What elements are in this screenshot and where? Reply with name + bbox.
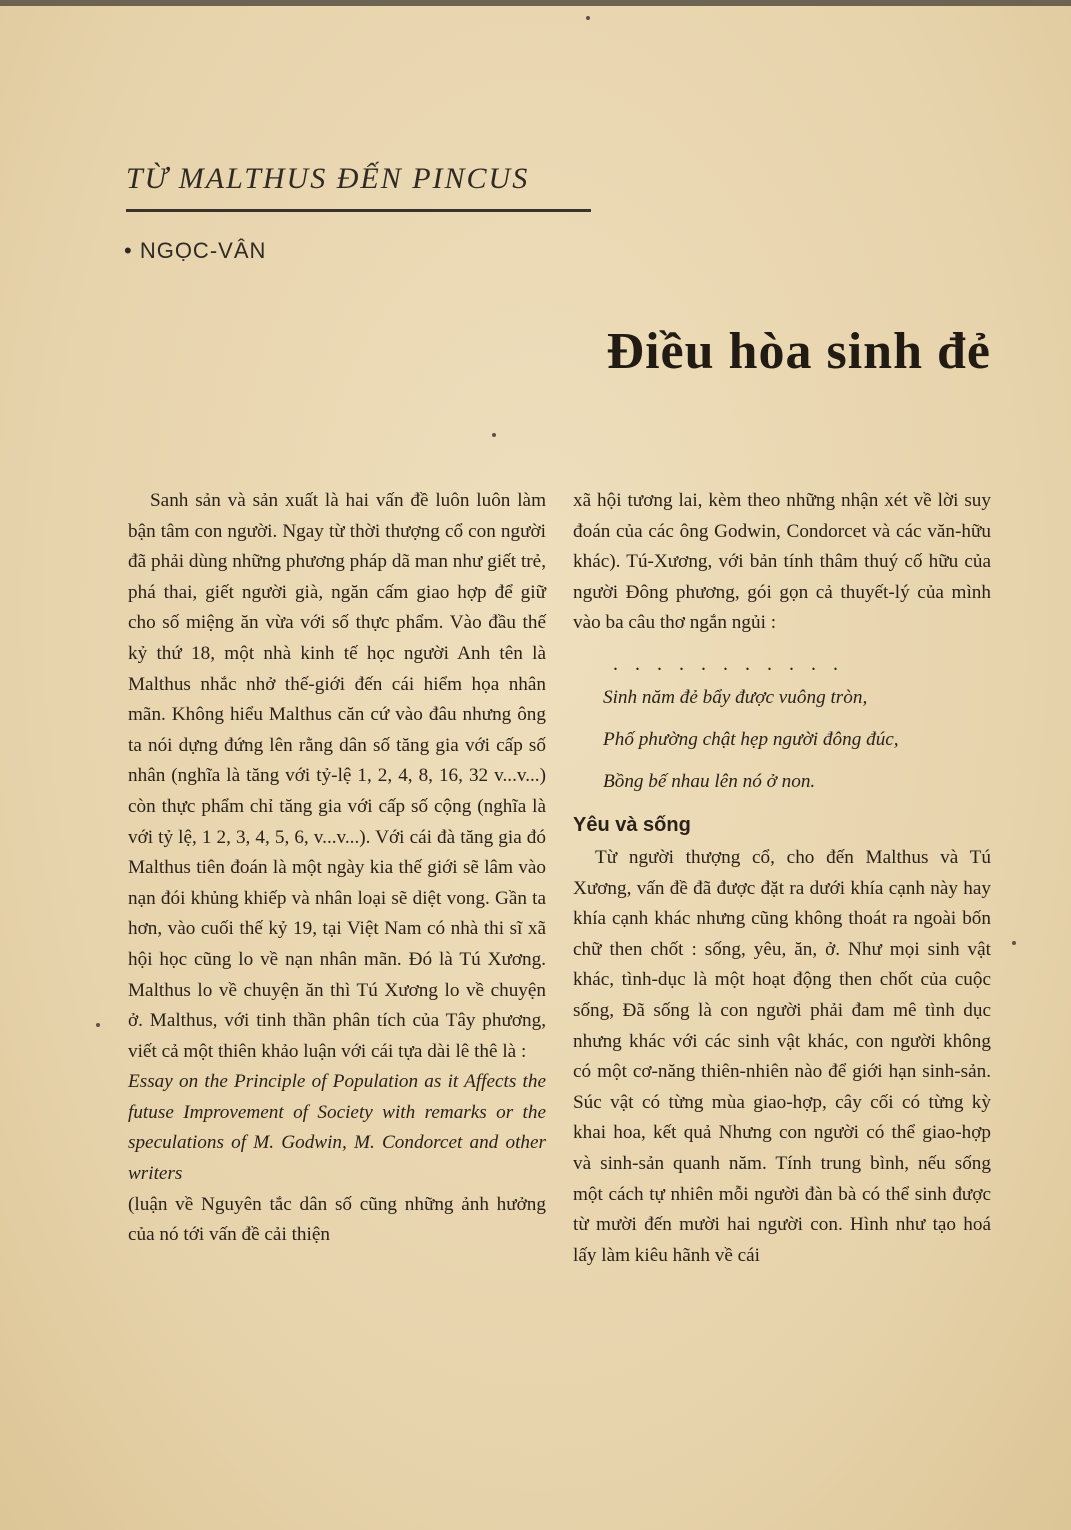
left-paragraph-translation: (luận về Nguyên tắc dân số cũng những ảnh hưởng của nó tới vấn đề cải thiện [128, 1193, 546, 1246]
left-paragraph-1: Sanh sản và sản xuất là hai vấn đề luôn luôn làm bận tâm con người. Ngay từ thời thượng cổ con người đã phải dùng những phương pháp dã man như giết trẻ, phá thai, giết người già, ngăn cấm giao hợp để giữ cho số miệng ăn vừa với số thực phẩm. Vào đầu thế kỷ thứ 18, một nhà kinh tế học người Anh tên là Malthus nhắc nhở thế-giới đến cái hiểm họa nhân mãn. Không hiểu Malthus căn cứ vào đâu nhưng ông ta nói dựng đứng lên rằng dân số tăng gia với cấp số nhân (nghĩa là tăng với tỷ-lệ 1, 2, 4, 8, 16, 32 v...v...) còn thực phẩm chỉ tăng gia với cấp số cộng (nghĩa là với tỷ lệ, 1 2, 3, 4, 5, 6, v...v...). Với cái đà tăng gia đó Malthus tiên đoán là một ngày kia thế giới sẽ lâm vào nạn đói khủng khiếp và nhân loại sẽ diệt vong. Gần ta hơn, vào cuối thế kỷ 19, tại Việt Nam có nhà thi sĩ xã hội học cũng lo về nạn nhân mãn. Đó là Tú Xương. Malthus lo về chuyện ăn thì Tú Xương lo về chuyện ở. Malthus, với tinh thần phân tích của Tây phương, viết cả một thiên khảo luận với cái tựa dài lê thê là : [128, 490, 546, 1062]
right-column [573, 486, 991, 1271]
series-title: TỪ MALTHUS ĐẾN PINCUS [126, 162, 530, 195]
poem-line-1: Sinh năm đẻ bẩy được vuông tròn, [603, 686, 868, 708]
right-paragraph-body: Từ người thượng cổ, cho đến Malthus và Tú Xương, vấn đề đã được đặt ra dưới khía cạnh này hay khía cạnh khác nhưng cũng không thoát ra ngoài bốn chữ then chốt : sống, yêu, ăn, ở. Như mọi sinh vật khác, tình-dục là một hoạt động then chốt của cuộc sống, Đã sống là con người phải đam mê tình dục nhưng khác với các sinh vật khác, con người không có một cơ-năng thiên-nhiên nào để giới hạn sinh-sản. Súc vật có từng mùa giao-hợp, cây cối có từng kỳ khai hoa, kết quả Nhưng con người có thể giao-hợp và sinh-sản quanh năm. Tính trung bình, nếu sống một cách tự nhiên mỗi người đàn bà có thể sinh được từ mười đến mười hai người con. Hình như tạo hoá lấy làm kiêu hãnh về cái [573, 846, 991, 1266]
series-title-underline [126, 209, 591, 212]
right-paragraph-continuation: xã hội tương lai, kèm theo những nhận xét về lời suy đoán của các ông Godwin, Condorcet và các văn-hữu khác). Tú-Xương, với bản tính thâm thuý cố hữu của người Đông phương, gói gọn cả thuyết-lý của mình vào ba câu thơ ngắn ngủi : [573, 490, 991, 634]
paper-speck [586, 16, 590, 20]
paper-speck [96, 1023, 100, 1027]
paper-speck [1012, 941, 1016, 945]
top-edge-rule [0, 0, 1071, 6]
poem-line-3: Bồng bế nhau lên nó ở non. [603, 770, 816, 792]
left-column [128, 486, 546, 1251]
poem [573, 681, 991, 798]
section-subheading: Yêu và sống [573, 813, 691, 836]
paper-speck [492, 433, 496, 437]
essay-title-english: Essay on the Principle of Population as it Affects the futuse Improvement of Society with remarks or the speculations of M. Godwin, M. Condorcet and other writers [128, 1071, 546, 1185]
author-byline: • NGỌC-VÂN [124, 238, 267, 263]
article-headline: Điều hòa sinh đẻ [606, 323, 991, 380]
ellipsis-separator: ........... [613, 652, 855, 675]
poem-line-2: Phố phường chật hẹp người đông đúc, [603, 728, 899, 750]
